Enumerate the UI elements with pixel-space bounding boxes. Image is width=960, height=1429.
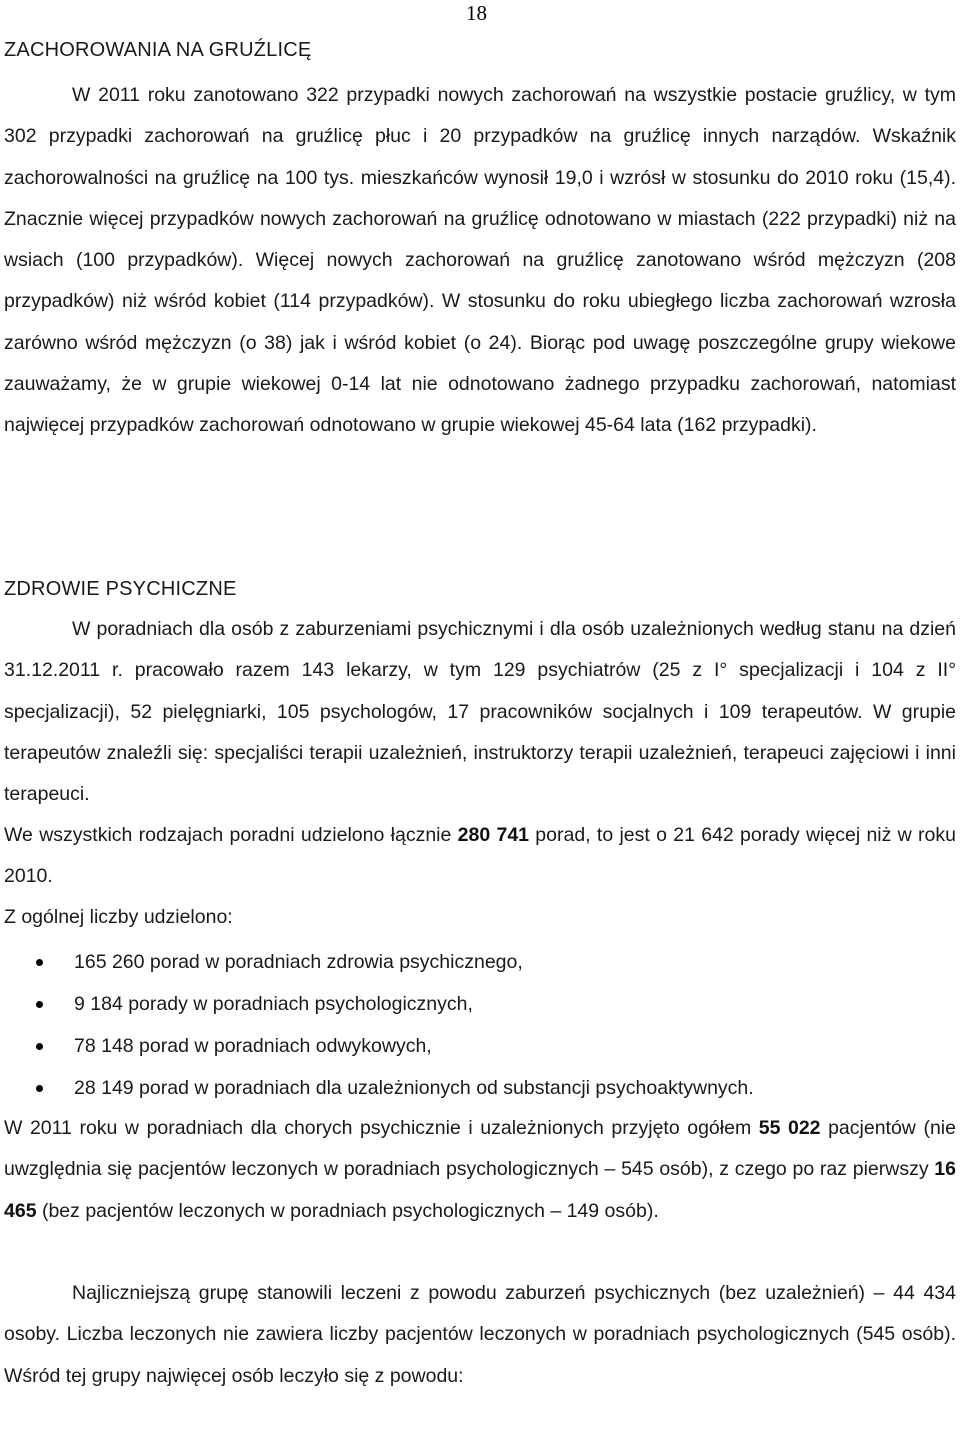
consultations-text-post: porad, to jest o 21 642 porady więcej niż w roku 2010. (4, 824, 956, 888)
largest-group-paragraph (4, 1273, 956, 1397)
patients-paragraph: W 2011 roku w poradniach dla chorych psychicznie i uzależnionych przyjęto ogółem 55 022 pacjentów (nie uwzględnia się pacjentów leczonych w poradniach psychologicznych – 545 osób), z czego po raz pierwszy 16 465 (bez pacjentów leczonych w poradniach psychologicznych – 149 osób). (4, 1117, 956, 1222)
consultations-text-pre: We wszystkich rodzajach poradni udzielono łącznie (4, 824, 458, 846)
bullet-icon (36, 1001, 43, 1008)
page-number: 18 (466, 1, 487, 25)
list-item: 78 148 porad w poradniach odwykowych, (0, 1025, 956, 1067)
section-heading-mental-health: ZDROWIE PSYCHICZNE (4, 578, 237, 600)
list-item: 165 260 porad w poradniach zdrowia psychicznego, (0, 941, 956, 983)
mental-health-staff-paragraph (4, 609, 956, 815)
tuberculosis-paragraph-text: W 2011 roku zanotowano 322 przypadki nowych zachorowań na wszystkie postacie gruźlicy, w tym 302 przypadki zachorowań na gruźlicę płuc i 20 przypadków na gruźlicę innych narządów. Wskaźnik zachorowalności na gruźlicę na 100 tys. mieszkańców wynosił 19,0 i wzrósł w stosunku do 2010 roku (15,4). Znacznie więcej przypadków nowych zachorowań na gruźlicę odnotowano w miastach (222 przypadki) niż na wsiach (100 przypadków). Więcej nowych zachorowań na gruźlicę zanotowano wśród mężczyzn (208 przypadków) niż wśród kobiet (114 przypadków). W stosunku do roku ubiegłego liczba zachorowań wzrosła zarówno wśród mężczyzn (o 38) jak i wśród kobiet (o 24). Biorąc pod uwagę poszczególne grupy wiekowe zauważamy, że w grupie wiekowej 0-14 lat nie odnotowano żadnego przypadku zachorowań, natomiast najwięcej przypadków zachorowań odnotowano w grupie wiekowej 45-64 lata (162 przypadki). (4, 84, 956, 437)
list-item: 28 149 porad w poradniach dla uzależnionych od substancji psychoaktywnych. (0, 1067, 956, 1109)
list-intro-text: Z ogólnej liczby udzielono: (4, 906, 233, 928)
largest-group-text: Najliczniejszą grupę stanowili leczeni z powodu zaburzeń psychicznych (bez uzależnień) – 44 434 osoby. Liczba leczonych nie zawiera liczby pacjentów leczonych w poradniach psychologicznych (545 osób). Wśród tej grupy najwięcej osób leczyło się z powodu: (4, 1282, 956, 1387)
patients-total: 55 022 (758, 1117, 821, 1139)
bullet-icon (36, 1043, 43, 1050)
bullet-icon (36, 959, 43, 966)
bullet-icon (36, 1085, 43, 1092)
consultations-list (0, 941, 956, 1109)
consultations-total: 280 741 (457, 824, 530, 846)
section-heading-tuberculosis: ZACHOROWANIA NA GRUŹLICĘ (4, 39, 312, 61)
list-item: 9 184 porady w poradniach psychologicznych, (0, 983, 956, 1025)
consultations-paragraph (4, 815, 956, 898)
patients-first-time: 16 465 (4, 1158, 956, 1222)
tuberculosis-paragraph (4, 75, 956, 447)
list-intro (4, 897, 956, 938)
staff-paragraph-text: W poradniach dla osób z zaburzeniami psychicznymi i dla osób uzależnionych według stanu na dzień 31.12.2011 r. pracowało razem 143 lekarzy, w tym 129 psychiatrów (25 z I° specjalizacji i 104 z II° specjalizacji), 52 pielęgniarki, 105 psychologów, 17 pracowników socjalnych i 109 terapeutów. W grupie terapeutów znaleźli się: specjaliści terapii uzależnień, instruktorzy terapii uzależnień, terapeuci zajęciowi i inni terapeuci. (4, 618, 956, 806)
